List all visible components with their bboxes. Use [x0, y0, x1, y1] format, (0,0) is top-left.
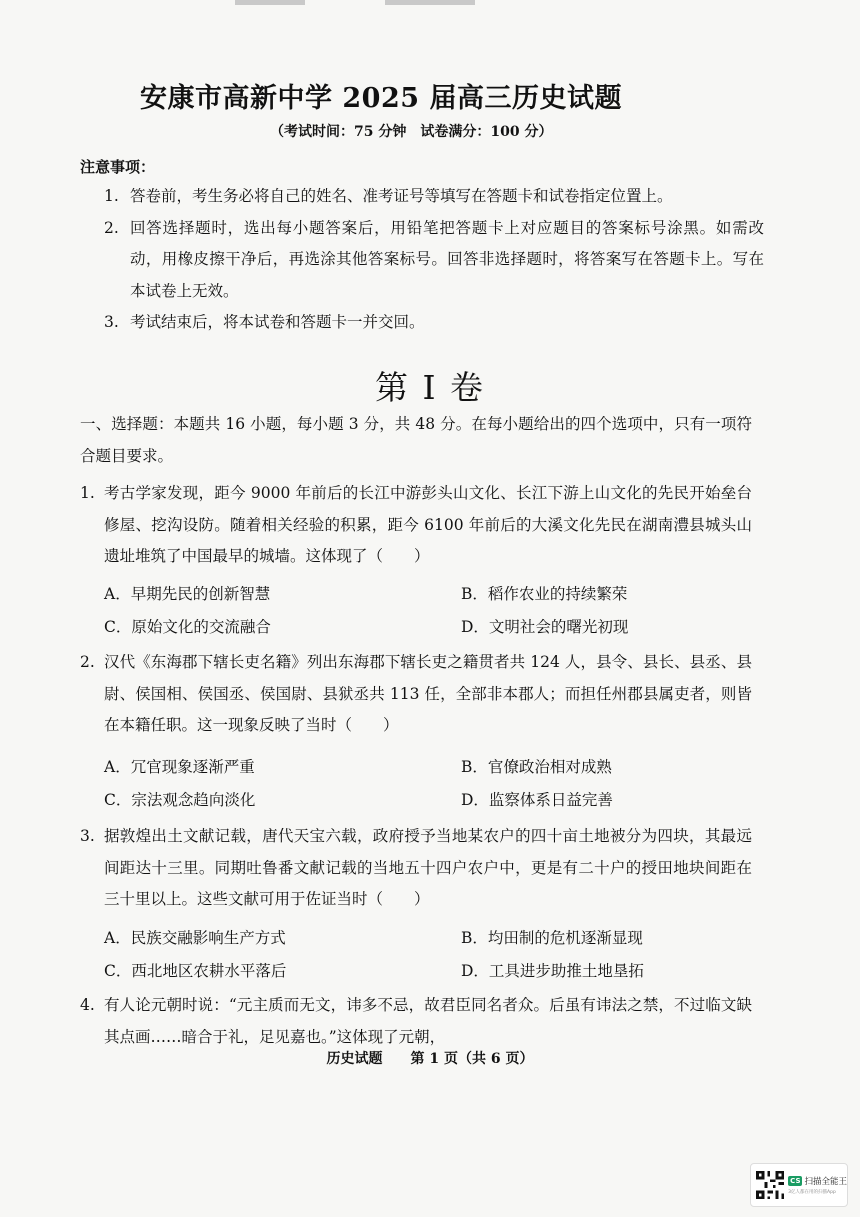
question-2	[80, 647, 752, 742]
option-b: B．官僚政治相对成熟	[461, 758, 612, 776]
camscanner-logo: CS	[790, 1177, 801, 1185]
question-4	[80, 990, 752, 1053]
question-stem: 汉代《东海郡下辖长吏名籍》列出东海郡下辖长吏之籍贯者共 124 人，县令、县长、县丞、县尉、侯国相、侯国丞、侯国尉、县狱丞共 113 任，全部非本郡人；而担任州郡县属吏者，则皆在本籍任职。这一现象反映了当时（ ）	[104, 653, 752, 734]
option-a: A．民族交融影响生产方式	[104, 929, 286, 947]
question-1	[80, 478, 752, 573]
option-c: C．原始文化的交流融合	[104, 618, 271, 636]
exam-subtitle: （考试时间：75 分钟 试卷满分：100 分）	[270, 124, 553, 140]
option-c: C．宗法观念趋向淡化	[104, 791, 256, 809]
qr-code-icon	[756, 1170, 784, 1200]
notice-item-text: 答卷前，考生务必将自己的姓名、准考证号等填写在答题卡和试卷指定位置上。	[130, 187, 673, 205]
question-stem: 有人论元朝时说：“元主质而无文，讳多不忌，故君臣同名者众。后虽有讳法之禁，不过临文缺其点画……暗合于礼，足见嘉也。”这体现了元朝，	[104, 996, 752, 1046]
page-footer: 历史试题 第 1 页（共 6 页）	[326, 1051, 534, 1067]
option-d: D．文明社会的曙光初现	[461, 618, 629, 636]
badge-text	[788, 1175, 847, 1195]
option-c: C．西北地区农耕水平落后	[104, 962, 287, 980]
notice-item-text: 回答选择题时，选出每小题答案后，用铅笔把答题卡上对应题目的答案标号涂黑。如需改动，用橡皮擦干净后，再选涂其他答案标号。回答非选择题时，将答案写在答题卡上。写在本试卷上无效。	[130, 218, 764, 300]
question-number: 3.	[80, 827, 95, 845]
volume-title: 第 I 卷	[374, 368, 485, 407]
option-d: D．工具进步助推土地垦拓	[461, 962, 644, 980]
question-stem: 考古学家发现，距今 9000 年前后的长江中游彭头山文化、长江下游上山文化的先民开始垒台修屋、挖沟设防。随着相关经验的积累，距今 6100 年前后的大溪文化先民在湖南澧县城头山遗址堆筑了中国最早的城墙。这体现了（ ）	[104, 484, 752, 565]
notice-item-number: 1.	[104, 187, 119, 205]
question-number: 4.	[80, 996, 95, 1014]
notice-item-number: 2.	[104, 218, 119, 237]
notice-item	[104, 307, 764, 339]
question-3	[80, 821, 752, 916]
notice-item-text: 考试结束后，将本试卷和答题卡一并交回。	[130, 313, 425, 331]
option-a: A．早期先民的创新智慧	[104, 585, 271, 603]
question-number: 2.	[80, 653, 95, 671]
scan-artifact-marks	[235, 0, 515, 6]
question-number: 1.	[80, 484, 95, 502]
section-intro: 一、选择题：本题共 16 小题，每小题 3 分，共 48 分。在每小题给出的四个选项中，只有一项符合题目要求。	[80, 415, 752, 465]
notice-item	[104, 181, 764, 213]
notice-item-number: 3.	[104, 313, 119, 331]
notice-heading: 注意事项：	[80, 158, 156, 176]
question-stem: 据敦煌出土文献记载，唐代天宝六载，政府授予当地某农户的四十亩土地被分为四块，其最远间距达十三里。同期吐鲁番文献记载的当地五十四户农户中，更是有二十户的授田地块间距在三十里以上。这些文献可用于佐证当时（ ）	[104, 827, 752, 908]
question-3-options	[104, 922, 664, 988]
option-b: B．稻作农业的持续繁荣	[461, 585, 628, 603]
exam-title: 安康市高新中学 2025 届高三历史试题	[140, 83, 622, 114]
badge-label: 扫描全能王	[804, 1177, 847, 1187]
option-a: A．冗官现象逐渐严重	[104, 758, 255, 776]
question-1-options	[104, 578, 664, 644]
scanner-watermark-badge	[750, 1163, 848, 1207]
question-2-options	[104, 751, 664, 817]
notice-item	[104, 213, 764, 308]
notice-list	[104, 181, 764, 339]
option-d: D．监察体系日益完善	[461, 791, 613, 809]
option-b: B．均田制的危机逐渐显现	[461, 929, 643, 947]
badge-tagline: 3亿人都在用的扫描App	[788, 1190, 836, 1195]
